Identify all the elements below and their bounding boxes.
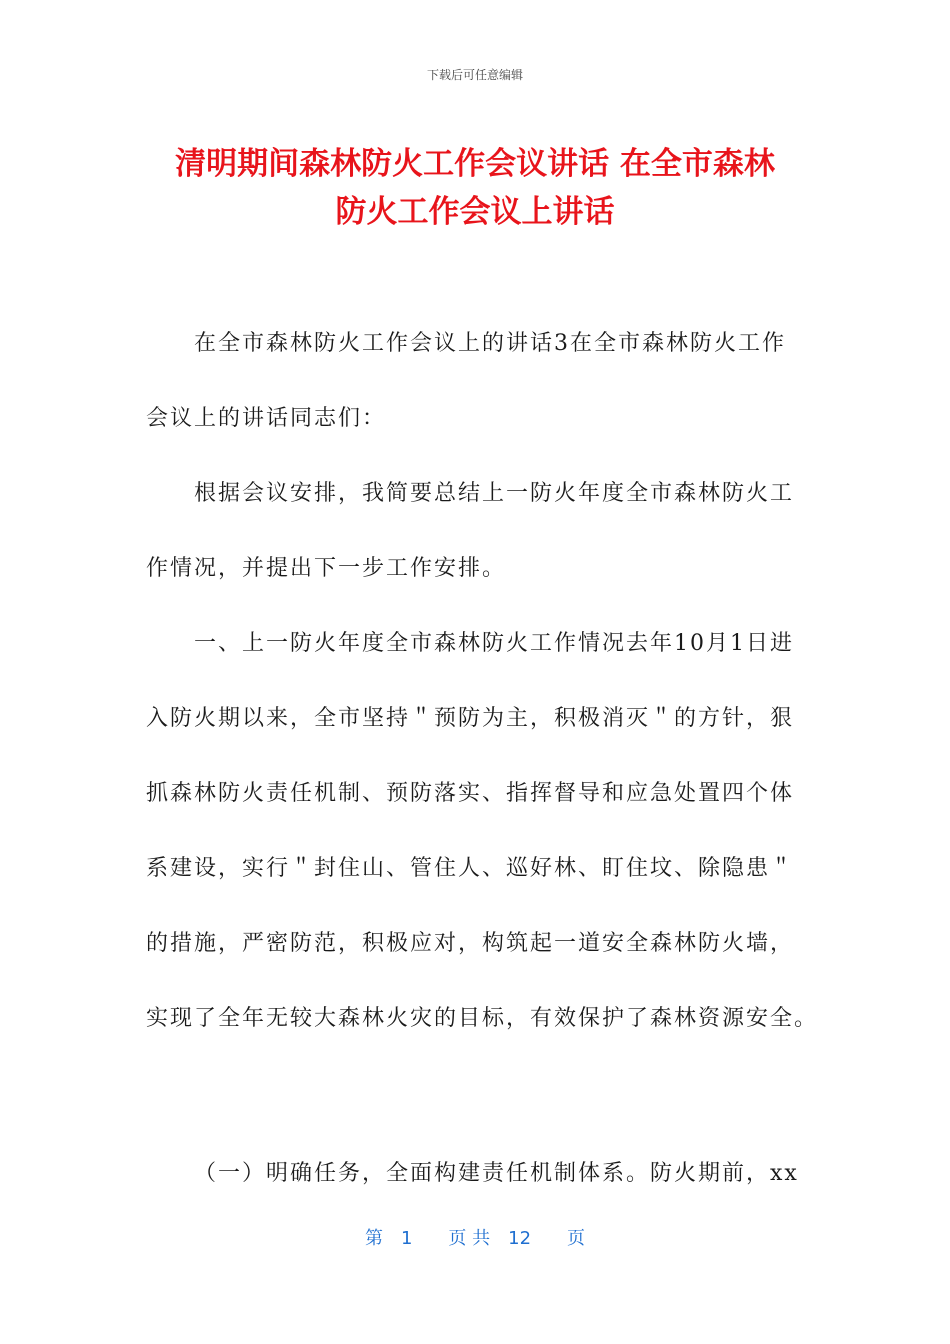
paragraph-line: 根据会议安排，我简要总结上一防火年度全市森林防火工 xyxy=(194,481,795,506)
paragraph-line: 系建设，实行＂封住山、管住人、巡好林、盯住坟、除隐患＂ xyxy=(146,856,795,881)
header-note: 下载后可任意编辑 xyxy=(426,68,523,82)
paragraph-line: 作情况，并提出下一步工作安排。 xyxy=(146,556,507,581)
title-line-1: 清明期间森林防火工作会议讲话 在全市森林 xyxy=(175,146,775,182)
paragraph-gap xyxy=(146,1064,806,1144)
page-number-footer: 第 1 页 共 12 页 xyxy=(364,1228,586,1249)
paragraph-line: 抓森林防火责任机制、预防落实、指挥督导和应急处置四个体 xyxy=(146,781,795,806)
paragraph-line: 会议上的讲话同志们： xyxy=(146,406,387,431)
title-line-2: 防火工作会议上讲话 xyxy=(335,194,615,230)
document-title xyxy=(120,140,830,236)
paragraph-line: 入防火期以来，全市坚持＂预防为主，积极消灭＂的方针，狠 xyxy=(146,706,795,731)
paragraph-line: 在全市森林防火工作会议上的讲话3在全市森林防火工作 xyxy=(194,331,786,356)
paragraph-line: 一、上一防火年度全市森林防火工作情况去年10月1日进 xyxy=(194,631,794,656)
paragraph-line: 实现了全年无较大森林火灾的目标，有效保护了森林资源安全。 xyxy=(146,1006,819,1031)
paragraph-line: 的措施，严密防范，积极应对，构筑起一道安全森林防火墙， xyxy=(146,931,795,956)
paragraph-line: （一）明确任务，全面构建责任机制体系。防火期前，xx xyxy=(194,1161,799,1186)
document-body xyxy=(146,314,819,1219)
